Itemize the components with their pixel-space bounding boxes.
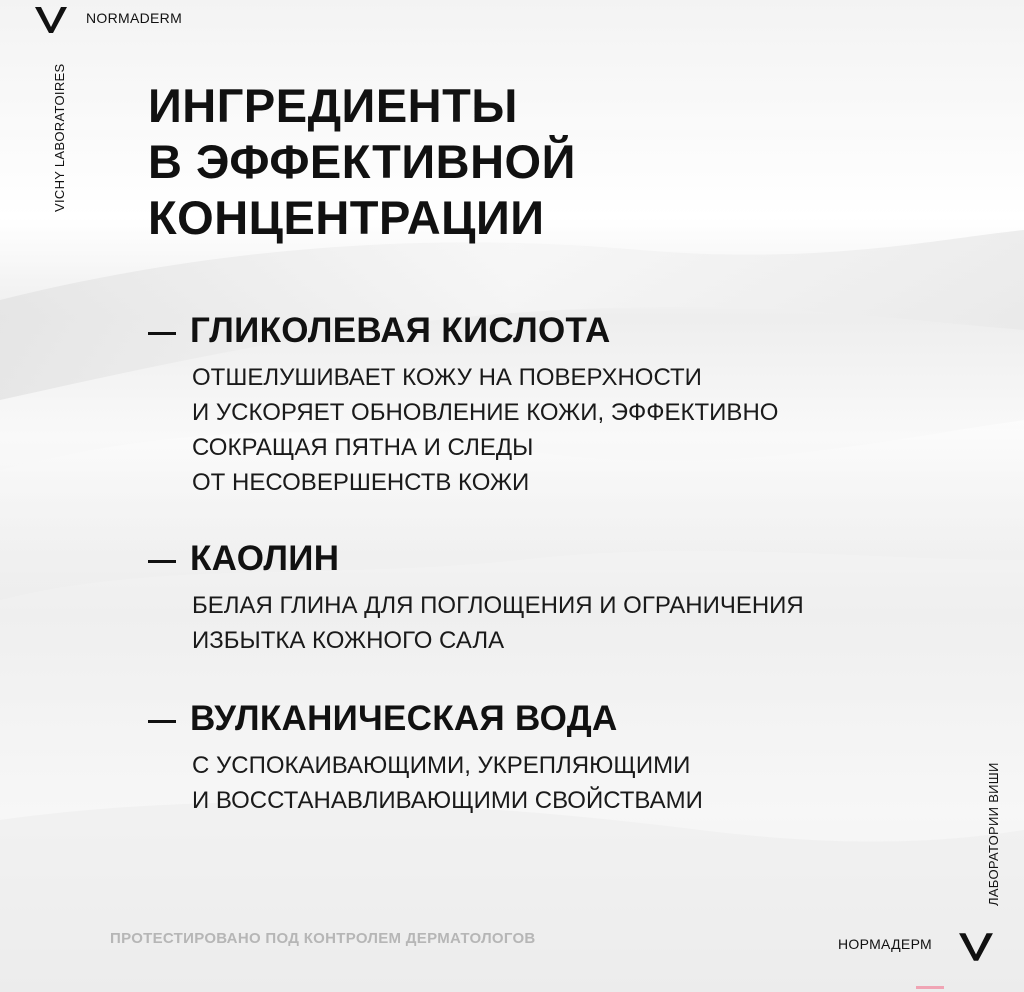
dash-icon bbox=[148, 720, 176, 723]
ingredient-description bbox=[192, 588, 804, 658]
headline-line-3: КОНЦЕНТРАЦИИ bbox=[148, 191, 545, 244]
brand-label-top: NORMADERM bbox=[86, 10, 183, 26]
description-line: И УСКОРЯЕТ ОБНОВЛЕНИЕ КОЖИ, ЭФФЕКТИВНО bbox=[192, 399, 779, 426]
description-line: ИЗБЫТКА КОЖНОГО САЛА bbox=[192, 627, 505, 654]
ingredient-title: ВУЛКАНИЧЕСКАЯ ВОДА bbox=[190, 699, 618, 738]
dash-icon bbox=[148, 332, 176, 335]
description-line: ОТ НЕСОВЕРШЕНСТВ КОЖИ bbox=[192, 469, 530, 496]
description-line: СОКРАЩАЯ ПЯТНА И СЛЕДЫ bbox=[192, 434, 534, 461]
dermatologist-tested-note: ПРОТЕСТИРОВАНО ПОД КОНТРОЛЕМ ДЕРМАТОЛОГОВ bbox=[110, 930, 536, 947]
vertical-brand-right: ЛАБОРАТОРИИ ВИШИ bbox=[986, 762, 1001, 906]
vichy-v-logo-icon bbox=[958, 932, 994, 962]
ingredient-glycolic-acid bbox=[148, 308, 778, 500]
ingredient-description bbox=[192, 360, 778, 500]
headline-line-1: ИНГРЕДИЕНТЫ bbox=[148, 79, 518, 132]
ingredient-title: ГЛИКОЛЕВАЯ КИСЛОТА bbox=[190, 311, 611, 350]
headline bbox=[148, 78, 576, 246]
description-line: И ВОССТАНАВЛИВАЮЩИМИ СВОЙСТВАМИ bbox=[192, 787, 703, 814]
dash-icon bbox=[148, 560, 176, 563]
ingredient-volcanic-water bbox=[148, 696, 703, 818]
vertical-brand-left: VICHY LABORATOIRES bbox=[52, 63, 67, 212]
vichy-v-logo-icon bbox=[34, 6, 68, 34]
description-line: БЕЛАЯ ГЛИНА ДЛЯ ПОГЛОЩЕНИЯ И ОГРАНИЧЕНИЯ bbox=[192, 592, 804, 619]
brand-label-bottom: НОРМАДЕРМ bbox=[838, 936, 933, 952]
ingredient-description bbox=[192, 748, 703, 818]
headline-line-2: В ЭФФЕКТИВНОЙ bbox=[148, 135, 576, 188]
ingredient-kaolin bbox=[148, 536, 804, 658]
accent-marker bbox=[916, 986, 944, 989]
description-line: С УСПОКАИВАЮЩИМИ, УКРЕПЛЯЮЩИМИ bbox=[192, 752, 691, 779]
ingredient-title: КАОЛИН bbox=[190, 539, 340, 578]
description-line: ОТШЕЛУШИВАЕТ КОЖУ НА ПОВЕРХНОСТИ bbox=[192, 364, 702, 391]
